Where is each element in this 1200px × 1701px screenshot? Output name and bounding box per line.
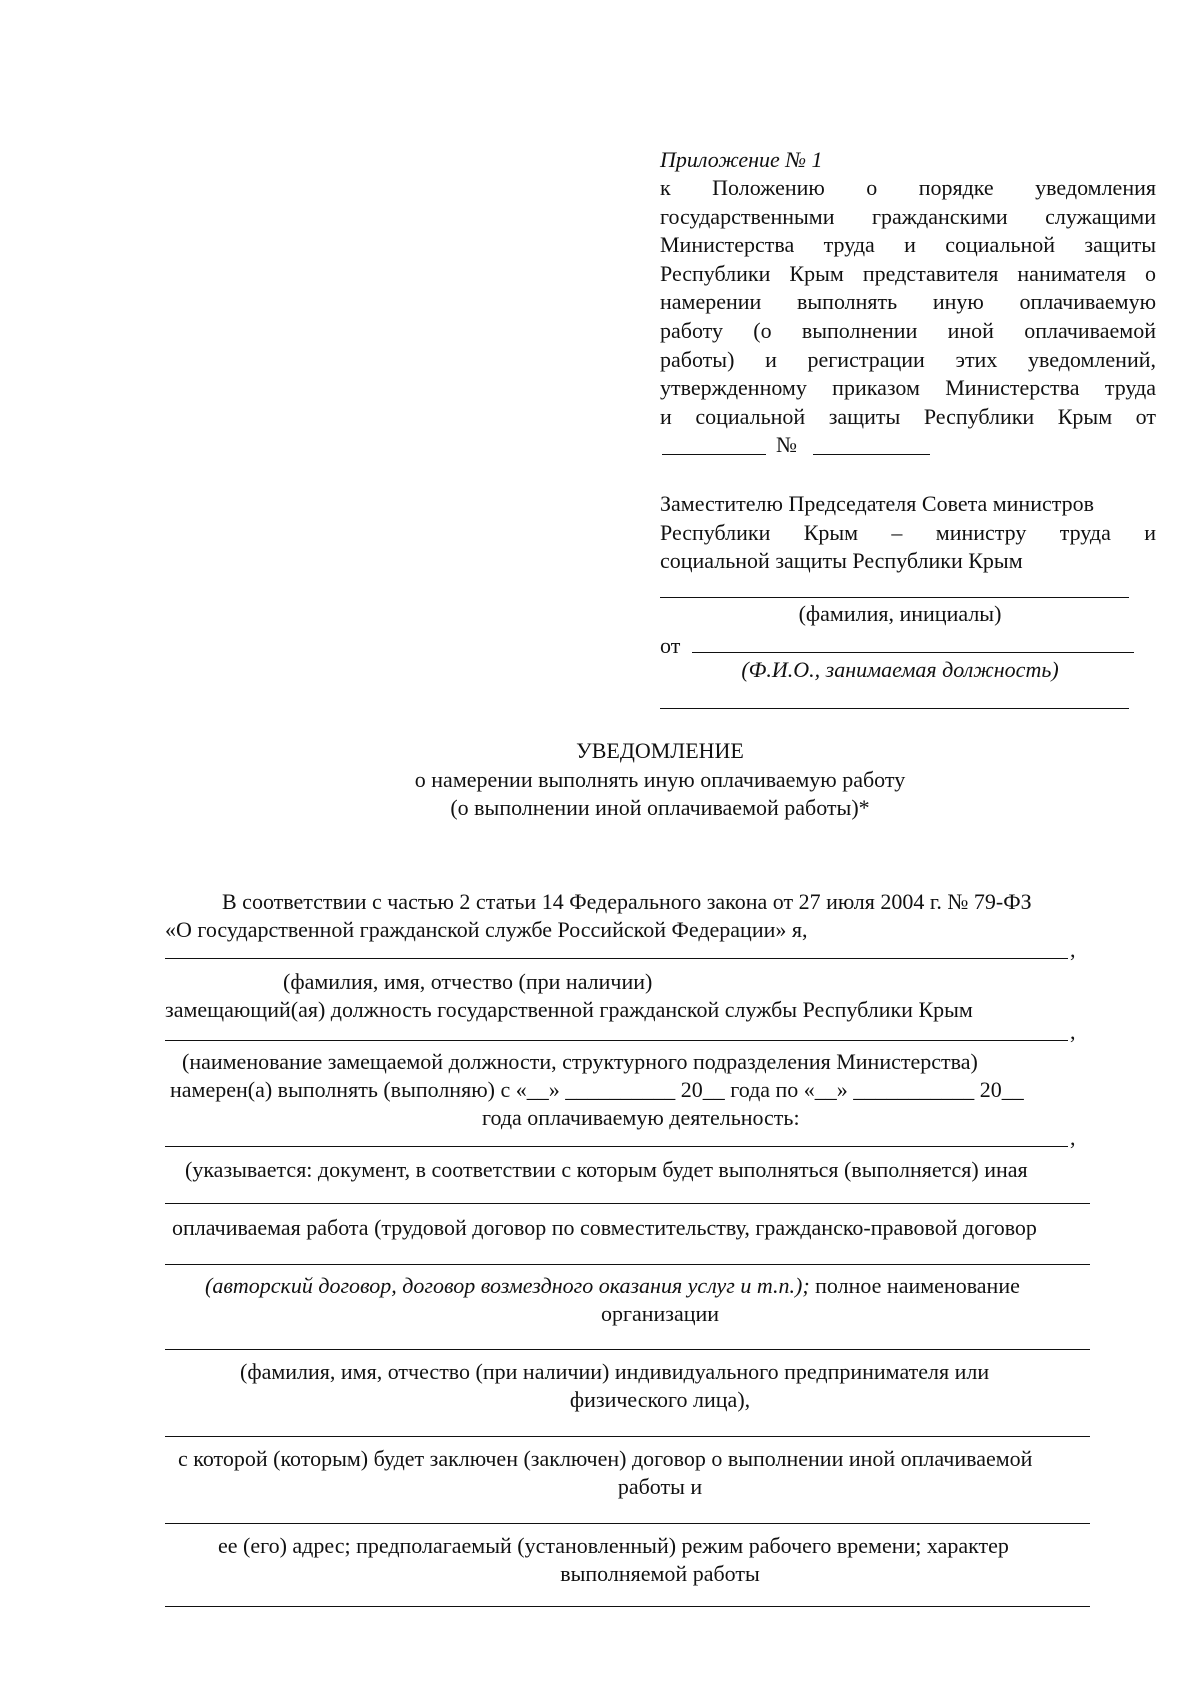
activity-blank — [165, 1146, 1068, 1147]
appendix-line: государственными гражданскими служащими — [660, 203, 1156, 229]
order-number-sign: № — [776, 432, 797, 457]
comma: , — [1070, 1019, 1076, 1044]
appendix-line: к Положению о порядке уведомления — [660, 175, 1156, 200]
caption-document: (указывается: документ, в соответствии с которым будет выполняться (выполняется) иная — [185, 1157, 1028, 1182]
appendix-line: работу (о выполнении иной оплачиваемой — [660, 317, 1156, 343]
date-line-2: года оплачиваемую деятельность: — [482, 1105, 800, 1130]
position-blank — [165, 1040, 1068, 1041]
caption-document-italic: (авторский договор, договор возмездного оказания услуг и т.п.); — [205, 1273, 810, 1298]
caption-address: выполняемой работы — [560, 1561, 760, 1586]
appendix-line: Министерства труда и социальной защиты — [660, 232, 1156, 258]
position-line: замещающий(ая) должность государственной гражданской службы Республики Крым — [165, 997, 973, 1022]
from-blank — [692, 652, 1134, 653]
appendix-text — [660, 174, 1156, 431]
addressee-line: социальной защиты Республики Крым — [660, 548, 1023, 574]
from-blank-2 — [660, 708, 1129, 709]
addressee-block — [660, 490, 1156, 576]
order-date-blank — [662, 454, 766, 455]
appendix-line: и социальной защиты Республики Крым от — [660, 403, 1156, 429]
appendix-line: Республики Крым представителя нанимателя о — [660, 260, 1156, 286]
address-blank — [165, 1606, 1090, 1607]
appendix-line: намерении выполнять иную оплачиваемую — [660, 289, 1156, 315]
caption-document-rest: полное наименование — [809, 1273, 1020, 1298]
entrepreneur-blank — [165, 1436, 1090, 1437]
caption-address: ее (его) адрес; предполагаемый (установленный) режим рабочего времени; характер — [218, 1533, 1009, 1558]
organization-blank — [165, 1349, 1090, 1350]
caption-organization: организации — [600, 1301, 720, 1326]
caption-position: (наименование замещаемой должности, структурного подразделения Министерства) — [182, 1049, 978, 1074]
from-label: от — [660, 633, 681, 658]
addressee-line: Заместителю Председателя Совета министров — [660, 491, 1095, 516]
caption-fio-position: (Ф.И.О., занимаемая должность) — [741, 657, 1059, 682]
document-blank-2 — [165, 1264, 1090, 1265]
caption-name-initials: (фамилия, инициалы) — [798, 601, 1002, 626]
contract-blank — [165, 1523, 1090, 1524]
comma: , — [1070, 937, 1076, 962]
appendix-line: утвержденному приказом Министерства труда — [660, 375, 1156, 401]
caption-contract: работы и — [617, 1474, 703, 1499]
caption-entrepreneur: физического лица), — [569, 1387, 751, 1412]
intro-line: «О государственной гражданской службе Российской Федерации» я, — [165, 917, 808, 942]
fio-blank — [165, 958, 1068, 959]
caption-entrepreneur: (фамилия, имя, отчество (при наличии) индивидуального предпринимателя или — [240, 1359, 990, 1384]
comma: , — [1070, 1125, 1076, 1150]
order-number-blank — [813, 454, 930, 455]
notice-subtitle: (о выполнении иной оплачиваемой работы)* — [450, 795, 870, 820]
appendix-line: работы) и регистрации этих уведомлений, — [660, 346, 1156, 372]
intro-line: В соответствии с частью 2 статьи 14 Федерального закона от 27 июля 2004 г. № 79-ФЗ — [222, 889, 1032, 914]
notice-title: УВЕДОМЛЕНИЕ — [576, 738, 744, 763]
caption-fio: (фамилия, имя, отчество (при наличии) — [283, 969, 653, 994]
addressee-name-blank — [660, 597, 1129, 598]
appendix-title: Приложение № 1 — [660, 147, 823, 172]
caption-document: оплачиваемая работа (трудовой договор по совместительству, гражданско-правовой договор — [172, 1215, 1037, 1240]
caption-document — [205, 1272, 1020, 1301]
notice-subtitle: о намерении выполнять иную оплачиваемую работу — [414, 767, 906, 792]
addressee-line: Республики Крым – министру труда и — [660, 519, 1156, 545]
document-blank — [165, 1203, 1090, 1204]
caption-contract: с которой (которым) будет заключен (заключен) договор о выполнении иной оплачиваемой — [178, 1446, 1033, 1471]
date-line: намерен(а) выполнять (выполняю) с «__» __________ 20__ года по «__» ___________ 20__ — [170, 1077, 1024, 1102]
